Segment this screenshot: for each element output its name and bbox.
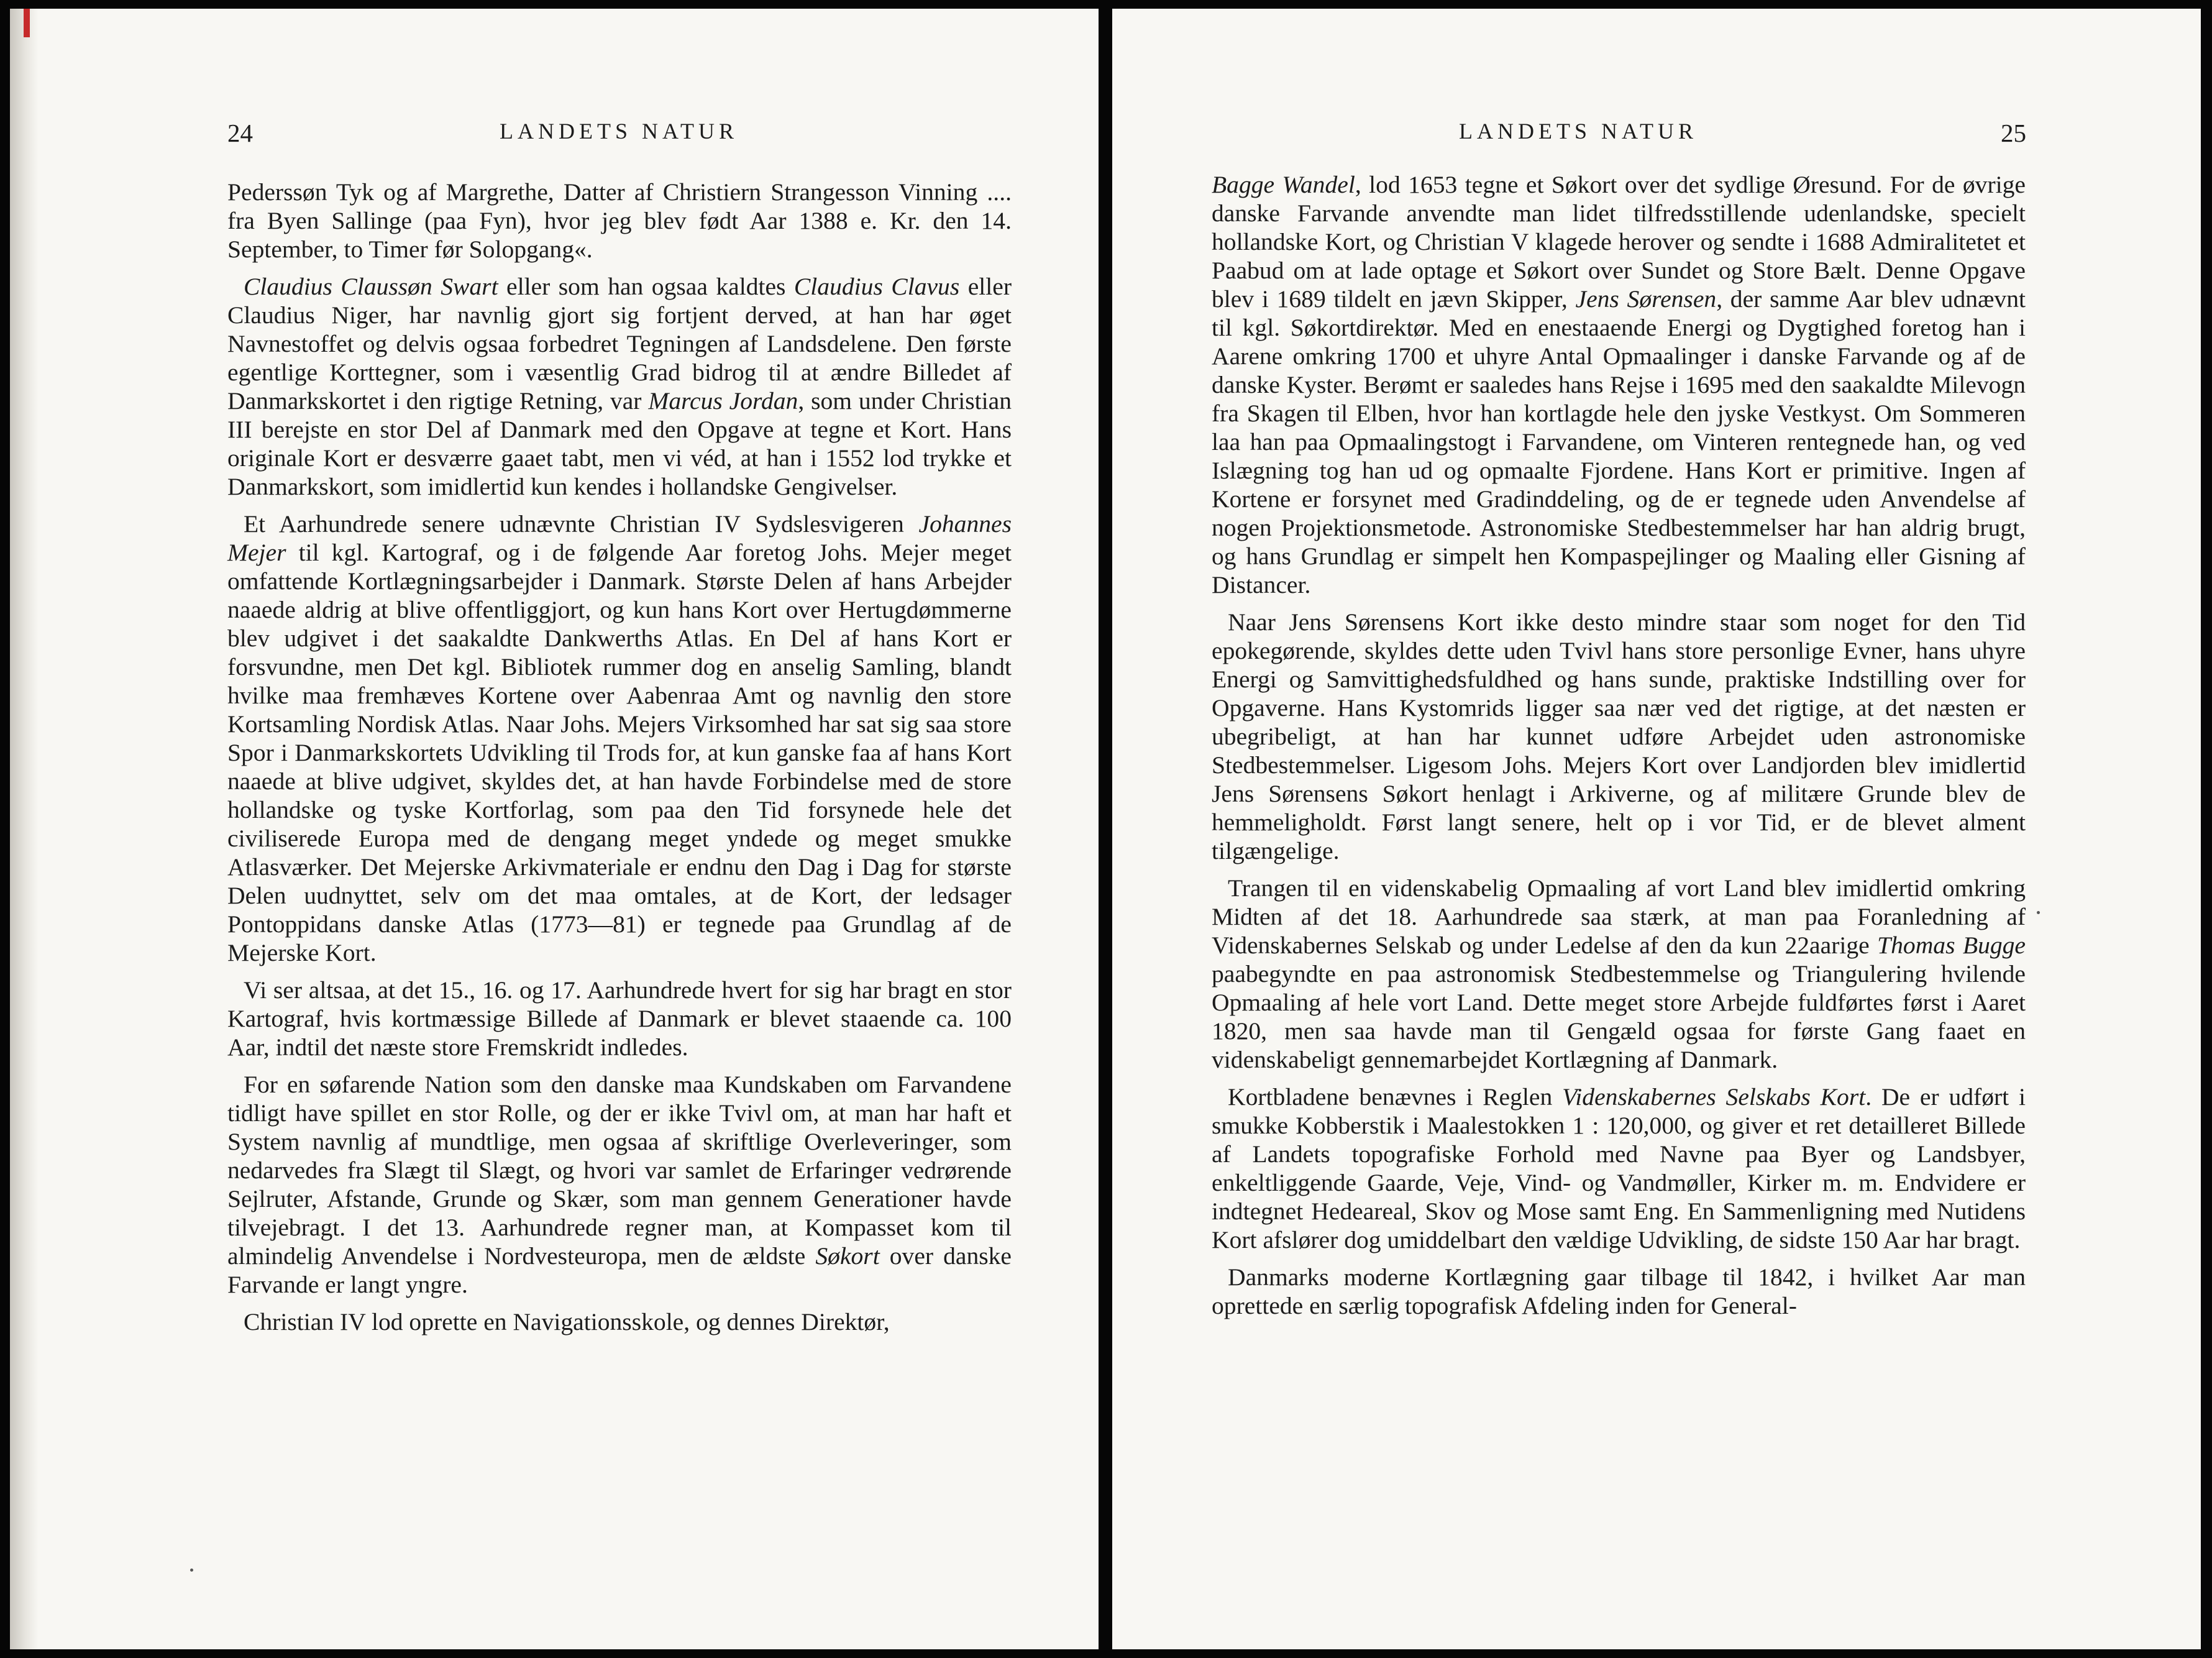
- text-run: Et Aarhundrede senere udnævnte Christian IV Sydslesvigeren: [244, 510, 919, 538]
- book-edge-mark: [24, 9, 30, 37]
- person-name: Claudius Clavus: [793, 273, 960, 300]
- body-text: [1212, 170, 2026, 1329]
- paragraph: [227, 976, 1012, 1061]
- paper-speck: [2037, 911, 2040, 914]
- text-run: Pederssøn Tyk og af Margrethe, Datter af Christiern Strangesson Vinning .... fra Byen Sallinge (paa Fyn), hvor jeg blev født Aar 1388 e. Kr. den 14. September, to Timer før Solopgang«.: [227, 178, 1012, 263]
- person-name: Thomas Bugge: [1877, 932, 2026, 959]
- paragraph: [227, 510, 1012, 967]
- text-run: eller Claudius Niger, har navnlig gjort sig fortjent derved, at han har øget Navnestoffet og delvis ogsaa forbedret Tegningen af Landsdelene. Den første egentlige Korttegner, som i væsentlig Grad bidrog til at ændre Billedet af Danmarkskortet i den rigtige Retning, var: [227, 273, 1012, 414]
- person-name: Johannes Mejer: [227, 510, 1012, 566]
- running-head: LANDETS NATUR: [500, 119, 738, 144]
- paragraph: [227, 272, 1012, 501]
- paragraph: [227, 1308, 1012, 1336]
- running-head: LANDETS NATUR: [1459, 119, 1698, 144]
- text-run: eller som han ogsaa kaldtes: [498, 273, 794, 300]
- text-run: Christian IV lod oprette en Navigationsskole, og dennes Direktør,: [244, 1308, 890, 1335]
- page-number: 25: [2001, 119, 2026, 147]
- text-run: , lod 1653 tegne et Søkort over det sydlige Øresund. For de øvrige danske Farvande anvendte man lidet tilfredsstillende udenlandske, specielt hollandske Kort, og Christian V klagede herover og sendte i 1688 Admiralitetet et Paabud om at lade optage et Søkort over Sundet og Store Bælt. Denne Opgave blev i 1689 tildelt en jævn Skipper,: [1212, 171, 2026, 313]
- paragraph: [227, 1070, 1012, 1299]
- text-run: . De er udført i smukke Kobberstik i Maalestokken 1 : 120,000, og giver et ret detailleret Billede af Landets topografiske Forhold med Navne paa Byer og Landsbyer, enkeltliggende Gaarde, Veje, Vind- og Vandmøller, Kirker m. m. Endvidere er indtegnet Hedeareal, Skov og Mose samt Eng. En Sammenligning med Nutidens Kort afslører dog umiddelbart den vældige Udvikling, de sidste 150 Aar har bragt.: [1212, 1083, 2026, 1253]
- emphasis: Søkort: [815, 1242, 880, 1270]
- text-run: Naar Jens Sørensens Kort ikke desto mindre staar som noget for den Tid epokegørende, skyldes dette uden Tvivl hans store personlige Evner, hans uhyre Energi og Samvittighedsfuldhed og hans sunde, praktiske Indstilling over for Opgaverne. Hans Kystomrids ligger saa nær ved det rigtige, at det næsten er ubegribeligt, at han har kunnet udføre Arbejdet uden astronomiske Stedbestemmelser. Ligesom Johs. Mejers Kort over Landjorden blev imidlertid Jens Sørensens Søkort henlagt i Arkiverne, og af militære Grunde blev de hemmeligholdt. Først langt senere, helt op i vor Tid, er de blevet alment tilgængelige.: [1212, 608, 2026, 864]
- paragraph: [227, 178, 1012, 263]
- text-run: over danske Farvande er langt yngre.: [227, 1242, 1012, 1298]
- text-run: Trangen til en videnskabelig Opmaaling af vort Land blev imidlertid omkring Midten af det 18. Aarhundrede saa stærk, at man paa Foranledning af Videnskabernes Selskab og under Ledelse af den da kun 22aarige: [1212, 874, 2026, 959]
- text-run: , der samme Aar blev udnævnt til kgl. Søkortdirektør. Med en enestaaende Energi og Dygtighed foretog han i Aarene omkring 1700 et uhyre Antal Opmaalinger i danske Farvande og af de danske Kyster. Berømt er saaledes hans Rejse i 1695 med den saakaldte Milevogn fra Skagen til Elben, hvor han kortlagde hele den jyske Vestkyst. Om Sommeren laa han paa Opmaalingstogt i Farvandene, om Vinteren rentegnede han, og ved Islægning tog han ud og opmaalte Fjordene. Hans Kort er primitive. Ingen af Kortene er forsynet med Gradinddeling, og de er tegnede uden Anvendelse af nogen Projektionsmetode. Astronomiske Stedbestemmelser har han aldrig brugt, og hans Grundlag er simpelt hen Kompaspejlinger og Maaling eller Gisning af Distancer.: [1212, 285, 2026, 598]
- person-name: Marcus Jordan: [648, 387, 798, 414]
- left-page: [10, 9, 1099, 1649]
- map-title: Videnskabernes Selskabs Kort: [1562, 1083, 1866, 1111]
- right-page: [1112, 9, 2201, 1649]
- person-name: Jens Sørensen: [1575, 285, 1717, 313]
- paragraph: [1212, 1083, 2026, 1254]
- paragraph: [1212, 608, 2026, 865]
- paper-speck: [190, 1569, 193, 1572]
- person-name: Bagge Wandel: [1212, 171, 1355, 198]
- paragraph: [1212, 170, 2026, 599]
- text-run: Danmarks moderne Kortlægning gaar tilbage til 1842, i hvilket Aar man oprettede en særlig topografisk Afdeling inden for General-: [1212, 1263, 2026, 1319]
- paragraph: [1212, 1263, 2026, 1320]
- page-number: 24: [227, 119, 253, 147]
- text-run: paabegyndte en paa astronomisk Stedbestemmelse og Triangulering hvilende Opmaaling af hele vort Land. Dette meget store Arbejde fuldførtes først i Aaret 1820, men saa havde man til Gengæld ogsaa for første Gang faaet en videnskabeligt gennemarbejdet Kortlægning af Danmark.: [1212, 960, 2026, 1073]
- text-run: Vi ser altsaa, at det 15., 16. og 17. Aarhundrede hvert for sig har bragt en stor Kartograf, hvis kortmæssige Billede af Danmark er blevet staaende ca. 100 Aar, indtil det næste store Fremskridt indledes.: [227, 976, 1012, 1061]
- text-run: For en søfarende Nation som den danske maa Kundskaben om Farvandene tidligt have spillet en stor Rolle, og der er ikke Tvivl om, at man har haft et System navnlig af mundtlige, men ogsaa af skriftlige Overleveringer, som nedarvedes fra Slægt til Slægt, og hvori var samlet de Erfaringer vedrørende Sejlruter, Afstande, Grunde og Skær, som man gennem Generationer havde tilvejebragt. I det 13. Aarhundrede regner man, at Kompasset kom til almindelig Anvendelse i Nordvesteuropa, men de ældste: [227, 1071, 1012, 1270]
- body-text: [227, 178, 1012, 1345]
- text-run: Kortbladene benævnes i Reglen: [1228, 1083, 1563, 1111]
- paragraph: [1212, 874, 2026, 1074]
- person-name: Claudius Claussøn Swart: [244, 273, 498, 300]
- text-run: til kgl. Kartograf, og i de følgende Aar foretog Johs. Mejer meget omfattende Kortlægningsarbejder i Danmark. Største Delen af hans Arbejder naaede aldrig at blive offentliggjort, og kun hans Kort over Hertugdømmerne blev udgivet i det saakaldte Dankwerths Atlas. En Del af hans Kort er forsvundne, men Det kgl. Bibliotek rummer dog en anselig Samling, blandt hvilke maa fremhæves Kortene over Aabenraa Amt og navnlig den store Kortsamling Nordisk Atlas. Naar Johs. Mejers Virksomhed har sat sig saa store Spor i Danmarkskortets Udvikling til Trods for, at kun ganske faa af hans Kort naaede at blive udgivet, skyldes det, at han havde Forbindelse med de store hollandske og tyske Kortforlag, som paa den Tid forsynede hele det civiliserede Europa med de dengang meget yndede og meget smukke Atlasværker. Det Mejerske Arkivmateriale er endnu den Dag i Dag for største Delen uudnyttet, selv om det maa omtales, at de Kort, der ledsager Pontoppidans danske Atlas (1773—81) er tegnede paa Grundlag af de Mejerske Kort.: [227, 539, 1012, 966]
- text-run: , som under Christian III berejste en stor Del af Danmark med den Opgave at tegne et Kort. Hans originale Kort er desværre gaaet tabt, men vi véd, at han i 1552 lod trykke et Danmarkskort, som imidlertid kun kendes i hollandske Gengivelser.: [227, 387, 1012, 500]
